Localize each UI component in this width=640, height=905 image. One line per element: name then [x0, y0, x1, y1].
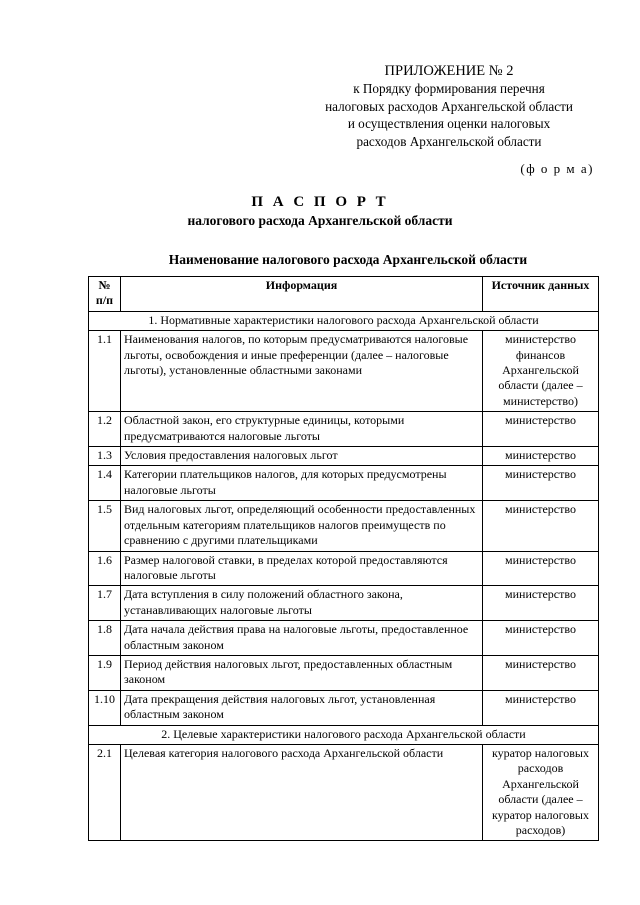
row-num: 1.1 — [89, 331, 121, 412]
appendix-line: к Порядку формирования перечня — [353, 81, 545, 96]
row-source: куратор налоговых расходов Архангельской области (далее – куратор налоговых расходов) — [483, 744, 599, 840]
row-source: министерство — [483, 690, 599, 725]
row-num: 1.8 — [89, 621, 121, 656]
section-title: 2. Целевые характеристики налогового расхода Архангельской области — [89, 725, 599, 744]
row-source: министерство — [483, 551, 599, 586]
row-info: Дата начала действия права на налоговые льготы, предоставленное областным законом — [121, 621, 483, 656]
row-info: Период действия налоговых льгот, предоставленных областным законом — [121, 655, 483, 690]
row-info: Областной закон, его структурные единицы, которыми предусматриваются налоговые льготы — [121, 412, 483, 447]
passport-table — [88, 276, 599, 841]
appendix-line: налоговых расходов Архангельской области — [325, 98, 573, 114]
row-info: Наименования налогов, по которым предусматриваются налоговые льготы, освобождения и иные преференции (далее – налоговые льготы), установленные областными законами — [121, 331, 483, 412]
row-num: 1.3 — [89, 447, 121, 466]
table-row — [89, 621, 599, 656]
section-title: 1. Нормативные характеристики налогового расхода Архангельской области — [89, 311, 599, 330]
row-num: 1.2 — [89, 412, 121, 447]
table-row — [89, 744, 599, 840]
header-source: Источник данных — [483, 277, 599, 312]
header-num: № п/п — [89, 277, 121, 312]
row-source: министерство — [483, 621, 599, 656]
row-info: Дата прекращения действия налоговых льгот, установленная областным законом — [121, 690, 483, 725]
row-source: министерство — [483, 412, 599, 447]
table-row — [89, 690, 599, 725]
table-row — [89, 655, 599, 690]
section-row — [89, 725, 599, 744]
section-row — [89, 311, 599, 330]
table-row — [89, 331, 599, 412]
row-num: 1.7 — [89, 586, 121, 621]
row-source: министерство — [483, 586, 599, 621]
row-info: Целевая категория налогового расхода Архангельской области — [121, 744, 483, 840]
row-source: министерство — [483, 501, 599, 551]
row-info: Дата вступления в силу положений областного закона, устанавливающих налоговые льготы — [121, 586, 483, 621]
row-source: министерство — [483, 466, 599, 501]
header-info: Информация — [121, 277, 483, 312]
row-num: 1.6 — [89, 551, 121, 586]
appendix-line: расходов Архангельской области — [356, 133, 542, 149]
appendix-line: и осуществления оценки налоговых — [347, 116, 551, 131]
passport-title: П А С П О Р Т — [251, 194, 389, 210]
row-info: Условия предоставления налоговых льгот — [121, 447, 483, 466]
tax-expense-name-heading: Наименование налогового расхода Архангельской области — [168, 252, 528, 267]
row-source: министерство — [483, 655, 599, 690]
table-row — [89, 447, 599, 466]
row-num: 2.1 — [89, 744, 121, 840]
table-row — [89, 586, 599, 621]
row-num: 1.9 — [89, 655, 121, 690]
row-info: Размер налоговой ставки, в пределах которой предоставляются налоговые льготы — [121, 551, 483, 586]
row-num: 1.4 — [89, 466, 121, 501]
table-row — [89, 501, 599, 551]
row-num: 1.5 — [89, 501, 121, 551]
row-info: Вид налоговых льгот, определяющий особенности предоставленных отдельным категориям плательщиков налогов преимуществ по сравнению с другими плательщиками — [121, 501, 483, 551]
passport-subtitle: налогового расхода Архангельской области — [187, 213, 453, 228]
table-row — [89, 551, 599, 586]
table-row — [89, 466, 599, 501]
row-info: Категории плательщиков налогов, для которых предусмотрены налоговые льготы — [121, 466, 483, 501]
appendix-title: ПРИЛОЖЕНИЕ № 2 — [384, 63, 514, 79]
row-num: 1.10 — [89, 690, 121, 725]
row-source: министерство — [483, 447, 599, 466]
table-row — [89, 412, 599, 447]
table-header-row — [89, 277, 599, 312]
form-label: (ф о р м а) — [520, 161, 594, 176]
row-source: министерство финансов Архангельской области (далее – министерство) — [483, 331, 599, 412]
appendix-block — [300, 62, 598, 150]
